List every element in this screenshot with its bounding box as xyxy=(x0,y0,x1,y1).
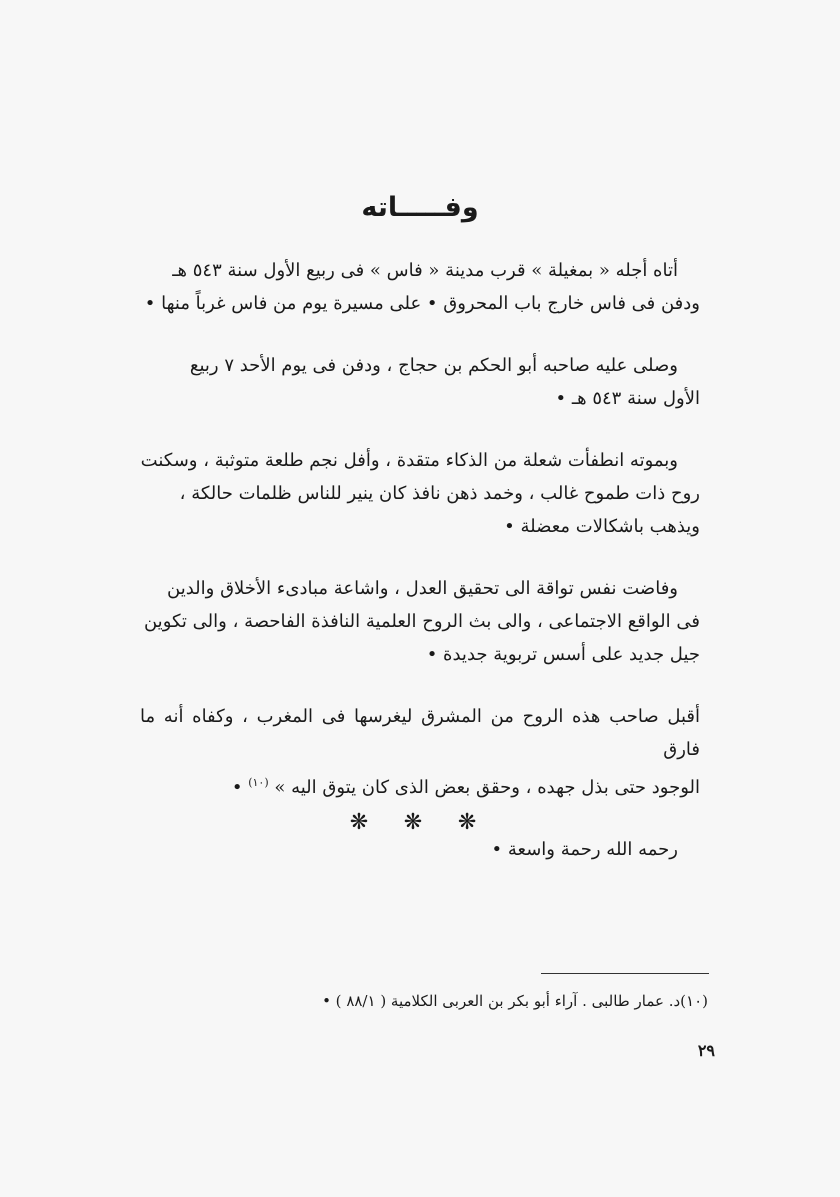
paragraph-line: روح ذات طموح غالب ، وخمد ذهن نافذ كان ينير للناس ظلمات حالكة ، xyxy=(179,483,700,504)
paragraph-mercy xyxy=(140,833,700,866)
paragraph-spirit xyxy=(140,700,700,804)
paragraph-funeral xyxy=(140,349,700,415)
end-mark: • xyxy=(231,777,243,798)
footnote-reference: (١٠) xyxy=(248,776,269,789)
section-separator: ❋ ❋ ❋ xyxy=(349,810,491,835)
paragraph-line: جيل جديد على أسس تربوية جديدة • xyxy=(426,644,700,665)
paragraph-line: ودفن فى فاس خارج باب المحروق • على مسيرة يوم من فاس غرباً منها • xyxy=(144,293,700,314)
footnote-rule xyxy=(541,973,709,974)
paragraph-legacy xyxy=(140,444,700,543)
paragraph-death-date xyxy=(140,254,700,320)
page-number: ٢٩ xyxy=(697,1041,715,1060)
paragraph-line: وبموته انطفأت شعلة من الذكاء متقدة ، وأفل نجم طلعة متوثبة ، وسكنت xyxy=(140,450,678,471)
body-text xyxy=(140,254,700,895)
footnote: (١٠)د. عمار طالبى . آراء أبو بكر بن العربى الكلامية ( ٨٨/١ ) • xyxy=(322,992,708,1010)
paragraph-line: فى الواقع الاجتماعى ، والى بث الروح العلمية النافذة الفاحصة ، والى تكوين xyxy=(143,611,700,632)
paragraph-line-text: الوجود حتى بذل جهده ، وحقق بعض الذى كان يتوق اليه » xyxy=(274,777,700,798)
paragraph-line: أتاه أجله « بمغيلة » قرب مدينة « فاس » فى ربيع الأول سنة ٥٤٣ هـ xyxy=(172,260,678,281)
paragraph-line: رحمه الله رحمة واسعة • xyxy=(491,839,678,860)
section-title: وفـــــاته xyxy=(361,192,479,223)
paragraph-line: وصلى عليه صاحبه أبو الحكم بن حجاج ، ودفن فى يوم الأحد ٧ ربيع xyxy=(189,355,678,376)
paragraph-line xyxy=(140,766,700,804)
paragraph-line: الأول سنة ٥٤٣ هـ • xyxy=(555,388,700,409)
paragraph-line: أقبل صاحب هذه الروح من المشرق ليغرسها فى المغرب ، وكفاه أنه ما فارق xyxy=(140,706,700,760)
paragraph-line: ويذهب باشكالات معضلة • xyxy=(504,516,700,537)
paragraph-soul xyxy=(140,572,700,671)
paragraph-line: وفاضت نفس تواقة الى تحقيق العدل ، واشاعة مبادىء الأخلاق والدين xyxy=(167,578,678,599)
